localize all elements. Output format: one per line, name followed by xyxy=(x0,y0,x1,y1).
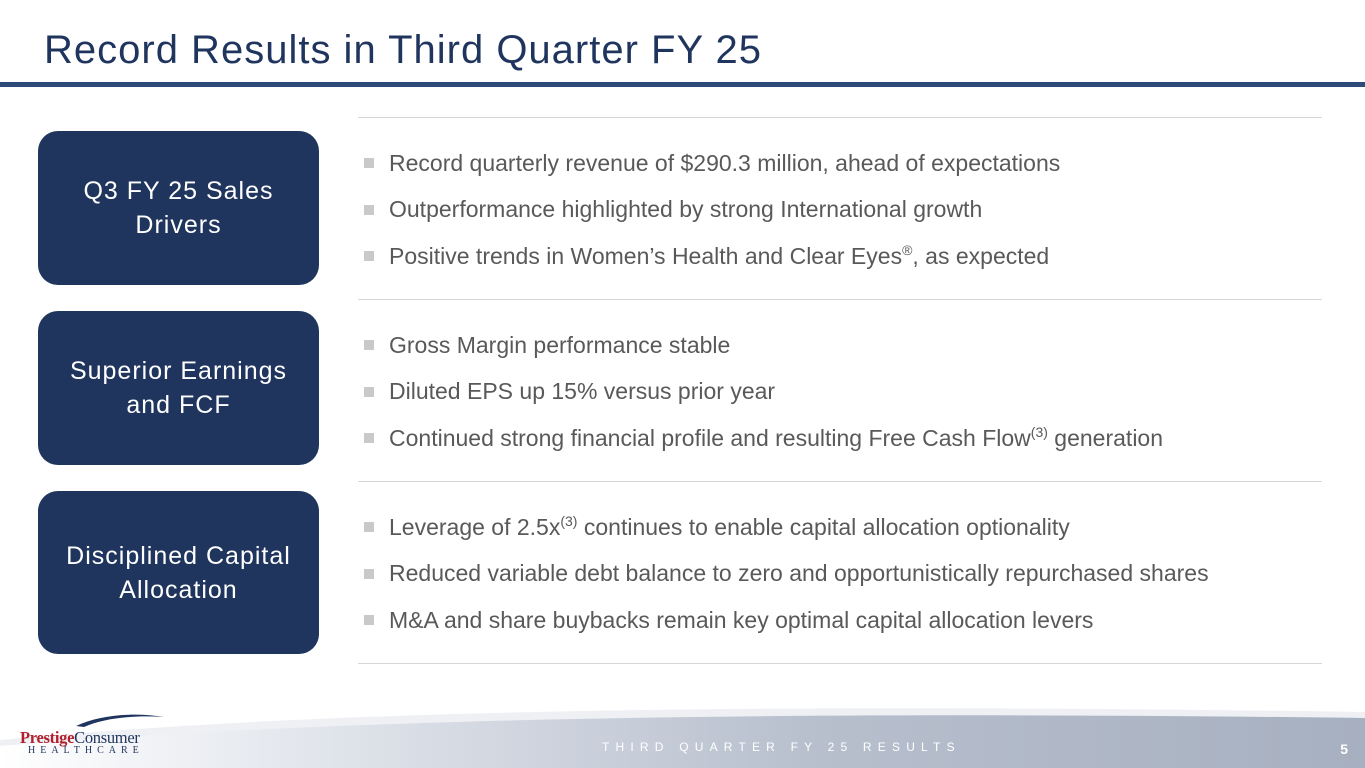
bullet-square-icon xyxy=(364,522,374,532)
logo-swoosh-icon xyxy=(74,712,166,728)
section-label-line: Q3 FY 25 Sales xyxy=(83,177,274,205)
footer-wave xyxy=(0,700,1365,768)
bullet-square-icon xyxy=(364,433,374,443)
bullet-text: Reduced variable debt balance to zero and opportunistically repurchased shares xyxy=(389,560,1209,587)
section-separator xyxy=(358,117,1322,118)
logo-subtitle: HEALTHCARE xyxy=(28,745,144,756)
section-label-line: Allocation xyxy=(119,575,238,604)
bullet-square-icon xyxy=(364,569,374,579)
bullet-item xyxy=(364,322,1163,369)
bullet-list-sales-drivers xyxy=(364,140,1060,280)
bullet-item xyxy=(364,187,1060,234)
section-label-line: Superior Earnings xyxy=(69,357,288,385)
bullet-list-earnings-fcf xyxy=(364,322,1163,462)
logo-wordmark: PrestigeConsumer xyxy=(20,728,140,747)
bullet-square-icon xyxy=(364,615,374,625)
bullet-square-icon xyxy=(364,205,374,215)
bullet-item xyxy=(364,233,1060,280)
bullet-text: Diluted EPS up 15% versus prior year xyxy=(389,378,776,405)
bullet-square-icon xyxy=(364,340,374,350)
section-label-capital-allocation xyxy=(38,491,319,654)
registered-mark: ® xyxy=(902,241,913,258)
bullet-item xyxy=(364,369,1163,416)
section-label-earnings-fcf xyxy=(38,311,319,465)
bullet-text: M&A and share buybacks remain key optimal capital allocation levers xyxy=(389,606,1094,633)
bullet-text: Positive trends in Women’s Health and Clear Eyes®, as expected xyxy=(389,241,1050,269)
title-rule xyxy=(0,82,1365,87)
bullet-text: Gross Margin performance stable xyxy=(389,331,731,358)
bullet-square-icon xyxy=(364,158,374,168)
bullet-square-icon xyxy=(364,387,374,397)
bullet-item xyxy=(364,551,1209,598)
bullet-item xyxy=(364,597,1209,644)
section-separator xyxy=(358,481,1322,482)
section-separator xyxy=(358,299,1322,300)
section-label-sales-drivers xyxy=(38,131,319,285)
footnote-ref: (3) xyxy=(1030,423,1048,440)
page-title: Record Results in Third Quarter FY 25 xyxy=(44,28,763,72)
footnote-ref: (3) xyxy=(560,512,578,529)
bullet-item xyxy=(364,415,1163,462)
bullet-square-icon xyxy=(364,251,374,261)
bullet-item xyxy=(364,140,1060,187)
section-label-line: Disciplined Capital xyxy=(66,541,291,570)
bullet-text: Outperformance highlighted by strong International growth xyxy=(389,196,983,223)
section-separator xyxy=(358,663,1322,664)
page-number: 5 xyxy=(1340,741,1348,757)
bullet-text: Record quarterly revenue of $290.3 million, ahead of expectations xyxy=(389,149,1061,176)
bullet-item xyxy=(364,504,1209,551)
section-label-line: and FCF xyxy=(126,391,231,419)
bullet-list-capital-allocation xyxy=(364,504,1209,644)
footer-text: THIRD QUARTER FY 25 RESULTS xyxy=(602,740,961,754)
company-logo xyxy=(20,712,170,760)
bullet-text: Leverage of $2.5x^{(3)}$ continues to enable capital allocation optionality xyxy=(389,512,1070,540)
bullet-text: Continued strong financial profile and resulting Free Cash Flow$^{(3)}$ generation xyxy=(389,423,1164,451)
section-label-line: Drivers xyxy=(135,211,222,239)
